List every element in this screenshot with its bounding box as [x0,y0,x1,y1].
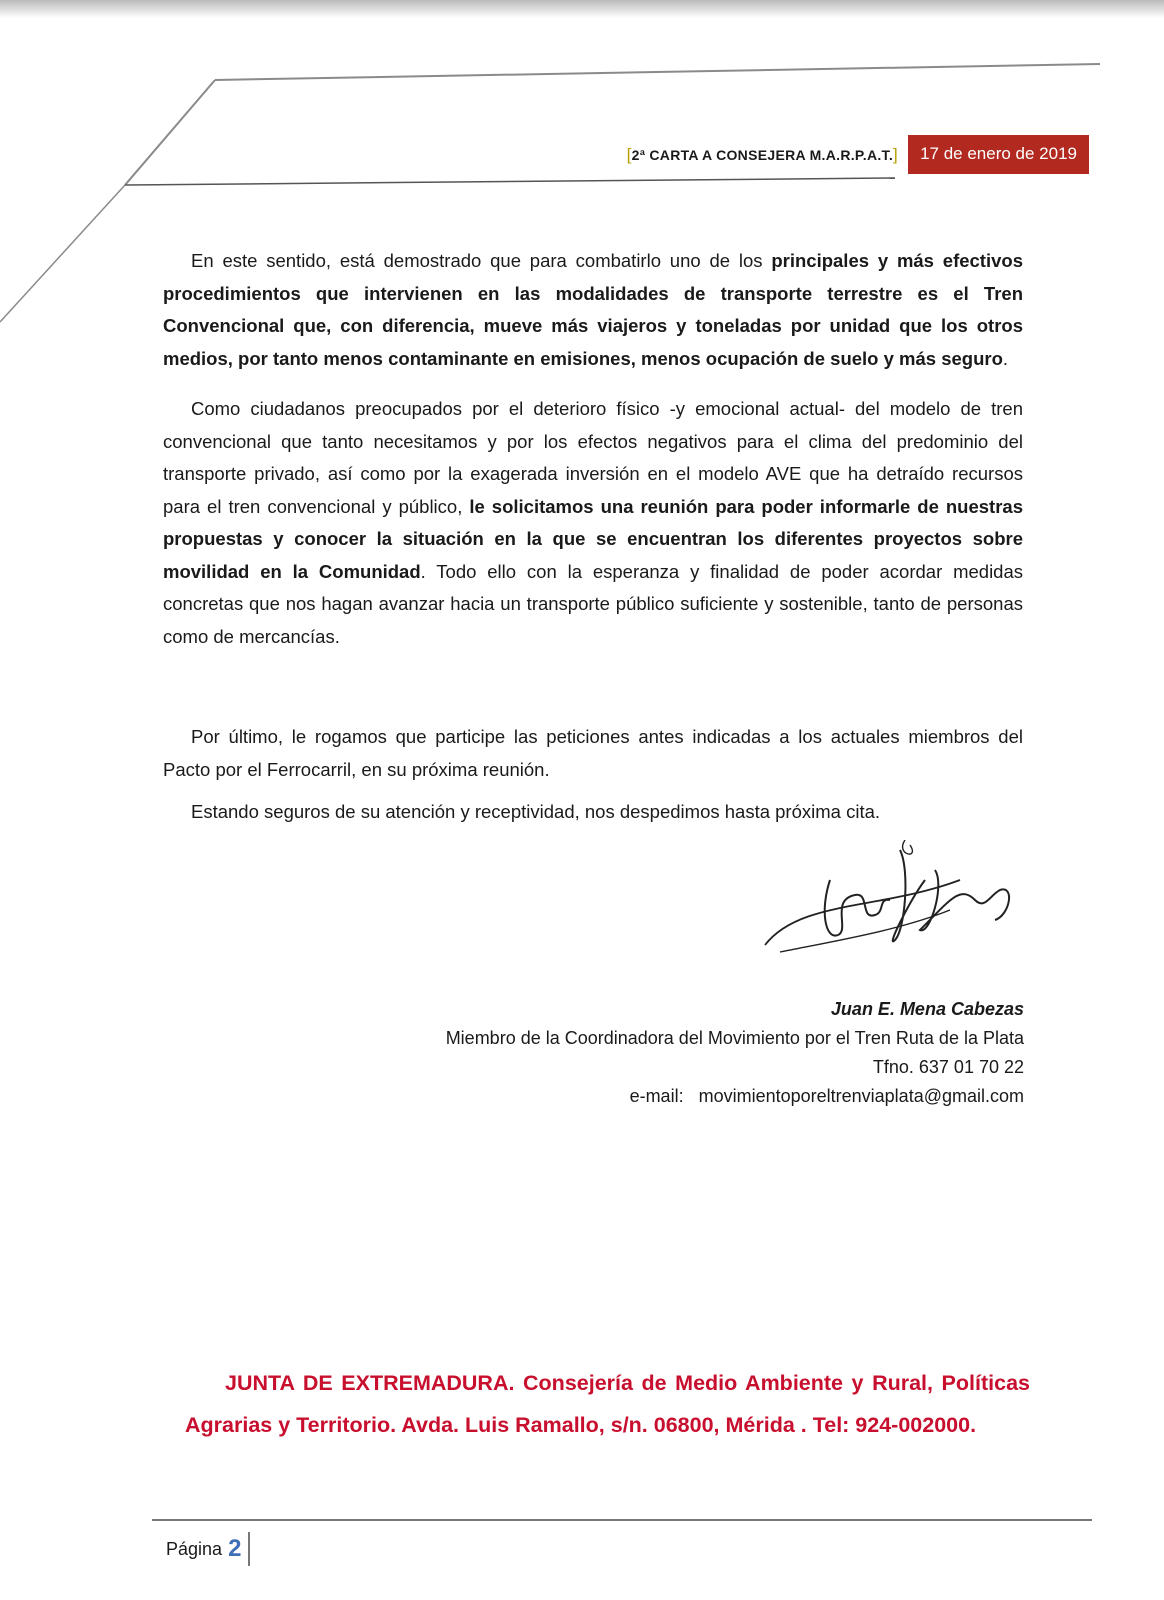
page-header [627,135,1089,174]
document-reference-title: 2ª CARTA A CONSEJERA M.A.R.P.A.T. [631,146,894,163]
footer-divider [152,1519,1092,1521]
signer-email-line [446,1082,1024,1111]
signature-block [446,995,1024,1111]
email-label: e-mail: [629,1086,684,1106]
p2-text-a: Como ciudadanos preocupados por el deterioro físico -y emocional actual- del modelo de tren convencional que tanto necesitamos y por los efectos negativos para el clima del predominio del transporte privado, así como por la exagerada inversión en el modelo AVE que ha detraído recursos para el tren convencional y público, [163,398,1023,517]
letter-body [163,245,1023,847]
paragraph-3: Por último, le rogamos que participe las peticiones antes indicadas a los actuales miembros del Pacto por el Ferrocarril, en su próxima reunión. [163,726,1023,780]
page-number: 2 [228,1535,242,1562]
date-badge: 17 de enero de 2019 [908,135,1089,174]
bracket-close: ] [893,144,899,164]
page-footer [166,1532,250,1566]
bracket-open: [ [626,144,632,164]
page-label: Página [166,1538,223,1559]
document-reference [627,145,898,165]
paragraph-4: Estando seguros de su atención y receptividad, nos despedimos hasta próxima cita. [191,801,881,822]
signer-name: Juan E. Mena Cabezas [830,999,1024,1019]
p1-text-a: En este sentido, está demostrado que para combatirlo uno de los [191,250,772,271]
p1-text-bold: principales y más efectivos procedimientos que intervienen en las modalidades de transporte terrestre es el Tren Convencional que, con diferencia, mueve más viajeros y toneladas por unidad que los otros medios, por tanto menos contaminante en emisiones, menos ocupación de suelo y más seguro [163,250,1023,369]
p2-text-c: . Todo ello con la esperanza y finalidad de poder acordar medidas concretas que nos hagan avanzar hacia un transporte público suficiente y sostenible, tanto de personas como de mercancías. [163,560,1024,647]
email-address: movimientoporeltrenviaplata@gmail.com [698,1086,1024,1106]
handwritten-signature [760,840,1030,970]
addressee-block: JUNTA DE EXTREMADURA. Consejería de Medio Ambiente y Rural, Políticas Agrarias y Territorio. Avda. Luis Ramallo, s/n. 06800, Mérida . Tel: 924-002000. [185,1371,1030,1437]
signer-role: Miembro de la Coordinadora del Movimiento por el Tren Ruta de la Plata [445,1028,1024,1048]
paragraph-2 [163,393,1023,653]
paragraph-1 [163,245,1023,375]
page-number-bar [248,1532,250,1566]
signer-phone: Tfno. 637 01 70 22 [872,1057,1024,1077]
p1-text-c: . [1002,347,1009,369]
p2-text-bold: le solicitamos una reunión para poder informarle de nuestras propuestas y conocer la situación en la que se encuentran los diferentes proyectos sobre movilidad en la Comunidad [163,495,1023,582]
